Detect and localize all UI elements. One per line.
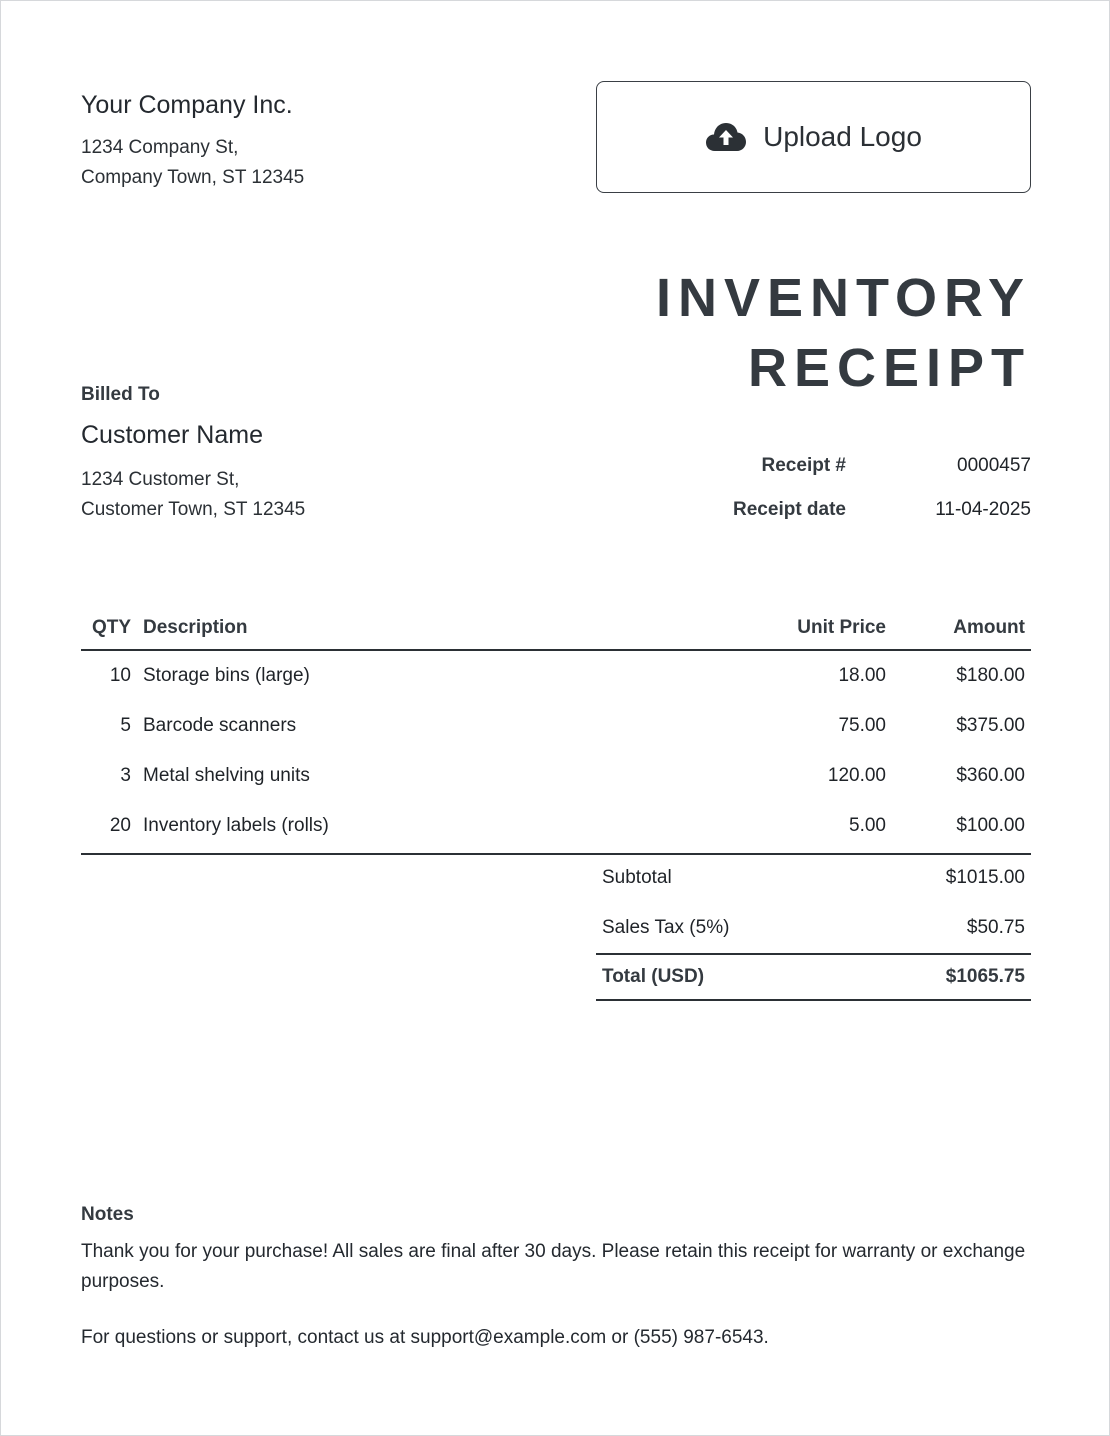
company-address	[81, 133, 304, 193]
upload-logo-button[interactable]	[596, 81, 1031, 193]
document-title-line1: INVENTORY	[655, 268, 1031, 328]
table-row	[81, 801, 1031, 851]
cell-amount: $375.00	[956, 715, 1025, 736]
subtotal-row	[596, 853, 1031, 903]
customer-name: Customer Name	[81, 421, 263, 449]
header-unit-price: Unit Price	[797, 617, 886, 638]
cell-description: Metal shelving units	[143, 765, 310, 786]
company-name: Your Company Inc.	[81, 91, 293, 119]
header-qty: QTY	[91, 617, 131, 638]
cell-description: Inventory labels (rolls)	[143, 815, 329, 836]
receipt-number-label: Receipt #	[761, 455, 846, 476]
total-value: $1065.75	[945, 966, 1025, 987]
billed-to-label: Billed To	[81, 384, 160, 405]
table-row	[81, 701, 1031, 751]
company-address-line2: Company Town, ST 12345	[81, 167, 305, 188]
total-label: Total (USD)	[602, 966, 705, 987]
cell-qty: 5	[120, 715, 131, 736]
cell-amount: $100.00	[956, 815, 1025, 836]
customer-address	[81, 465, 305, 525]
document-title-line2: RECEIPT	[747, 338, 1031, 398]
header-description: Description	[143, 617, 248, 638]
table-row	[81, 751, 1031, 801]
upload-logo-label: Upload Logo	[763, 121, 922, 152]
customer-address-line2: Customer Town, ST 12345	[81, 499, 306, 520]
cell-amount: $360.00	[956, 765, 1025, 786]
cell-unit-price: 5.00	[849, 815, 886, 836]
cell-description: Barcode scanners	[143, 715, 297, 736]
cell-description: Storage bins (large)	[143, 665, 310, 686]
subtotal-label: Subtotal	[602, 867, 672, 888]
sales-tax-value: $50.75	[966, 917, 1025, 938]
notes-contact: For questions or support, contact us at support@example.com or (555) 987-6543.	[81, 1327, 769, 1348]
cell-unit-price: 75.00	[838, 715, 886, 736]
receipt-date-label: Receipt date	[733, 499, 846, 520]
header-amount: Amount	[953, 617, 1025, 638]
notes-text: Thank you for your purchase! All sales are final after 30 days. Please retain this receipt for warranty or exchange purposes.	[81, 1241, 1026, 1292]
sales-tax-row	[596, 903, 1031, 953]
total-row	[596, 953, 1031, 1001]
cell-qty: 3	[120, 765, 131, 786]
notes-label: Notes	[81, 1204, 134, 1225]
totals-section	[596, 853, 1031, 1001]
cell-qty: 10	[109, 665, 131, 686]
table-row	[81, 651, 1031, 701]
sales-tax-label: Sales Tax (5%)	[602, 917, 730, 938]
items-table-header	[81, 607, 1031, 651]
receipt-number-value: 0000457	[957, 455, 1031, 476]
document-title	[656, 263, 1031, 403]
company-address-line1: 1234 Company St,	[81, 137, 239, 158]
items-table	[81, 607, 1031, 855]
receipt-date-value: 11-04-2025	[935, 499, 1031, 520]
cell-qty: 20	[109, 815, 131, 836]
cell-amount: $180.00	[956, 665, 1025, 686]
customer-address-line1: 1234 Customer St,	[81, 469, 240, 490]
cell-unit-price: 18.00	[838, 665, 886, 686]
subtotal-value: $1015.00	[945, 867, 1025, 888]
cell-unit-price: 120.00	[827, 765, 886, 786]
cloud-upload-icon	[705, 122, 747, 152]
